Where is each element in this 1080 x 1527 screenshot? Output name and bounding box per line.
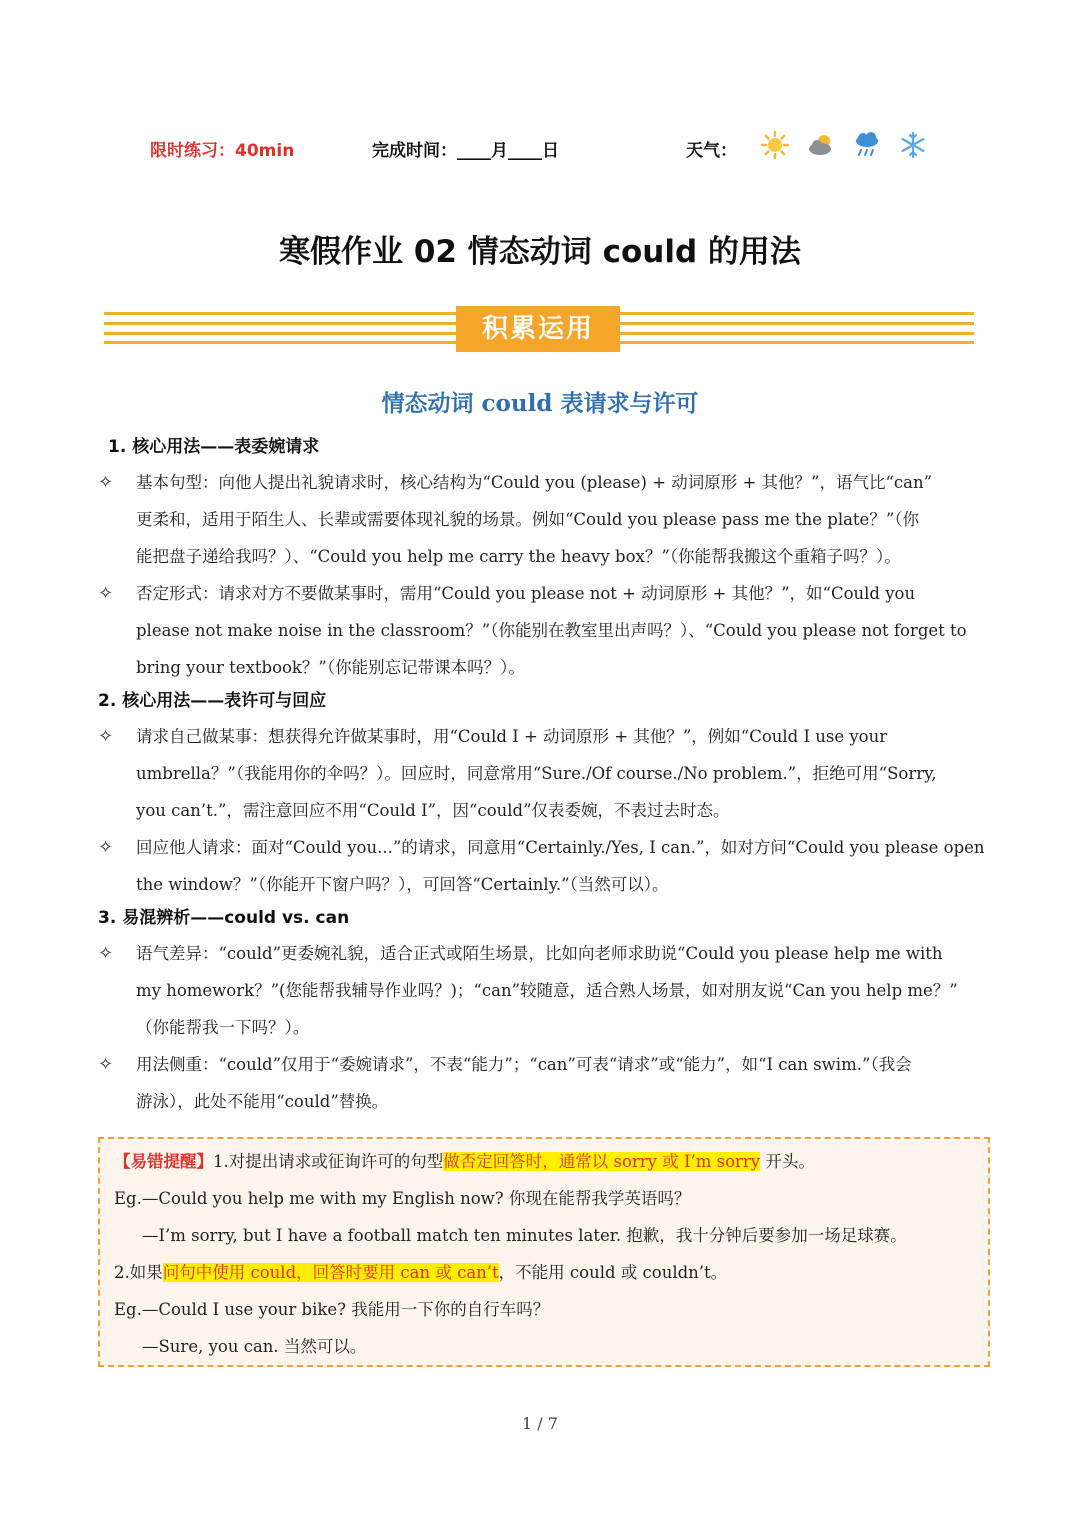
cloudy-icon bbox=[806, 130, 836, 160]
header-row bbox=[0, 130, 1080, 170]
diamond-bullet-icon: ✧ bbox=[98, 837, 114, 858]
error-tip-box bbox=[98, 1137, 990, 1367]
diamond-bullet-icon: ✧ bbox=[98, 943, 114, 964]
weather-icons bbox=[760, 130, 928, 160]
section-heading-1: 1. 核心用法——表委婉请求 bbox=[108, 437, 320, 457]
finish-time: 完成时间：____月____日 bbox=[372, 141, 559, 161]
bullet-item: ✧ 用法侧重：“could”仅用于“委婉请求”，不表“能力”；“can”可表“请求”或“能力”，如“I can swim.”（我会 游泳），此处不能用“could”替换。 bbox=[98, 1046, 988, 1120]
page-title: 寒假作业 02 情态动词 could 的用法 bbox=[279, 234, 801, 270]
section-heading-2: 2. 核心用法——表许可与回应 bbox=[98, 691, 327, 711]
bullet-item: ✧ 请求自己做某事：想获得允许做某事时，用“Could I + 动词原形 + 其他？”，例如“Could I use your umbrella？”（我能用你的伞吗？）。回应时，同意常用“Sure./Of course./No problem.”，拒绝可用“Sorry, you can’t.”，需注意回应不用“Could I”，因“could”仅表委婉，不表过去时态。 bbox=[98, 718, 988, 829]
page-number: 1 / 7 bbox=[522, 1414, 558, 1433]
section-banner: 积累运用 bbox=[456, 306, 620, 352]
tip-highlight: 问句中使用 could，回答时要用 can 或 can’t bbox=[162, 1263, 499, 1282]
tip-line-1: 【易错提醒】1.对提出请求或征询许可的句型做否定回答时，通常以 sorry 或 I’m sorry 开头。 bbox=[114, 1152, 815, 1171]
rain-icon bbox=[852, 130, 882, 160]
diamond-bullet-icon: ✧ bbox=[98, 1054, 114, 1075]
time-limit: 限时练习：40min bbox=[150, 141, 295, 161]
section-title: 情态动词 could 表请求与许可 bbox=[381, 390, 699, 417]
weather-label: 天气： bbox=[686, 141, 737, 161]
tip-example-answer: —Sure, you can. 当然可以。 bbox=[142, 1337, 367, 1356]
diamond-bullet-icon: ✧ bbox=[98, 583, 114, 604]
bullet-item: ✧ 语气差异：“could”更委婉礼貌，适合正式或陌生场景，比如向老师求助说“Could you please help me with my homework？”(您能帮我辅导作业吗？)；“can”较随意，适合熟人场景，如对朋友说“Can you help me？” （你能帮我一下吗？）。 bbox=[98, 935, 988, 1046]
tip-highlight: 做否定回答时，通常以 sorry 或 I’m sorry bbox=[443, 1152, 761, 1171]
tip-example-answer: —I’m sorry, but I have a football match ten minutes later. 抱歉，我十分钟后要参加一场足球赛。 bbox=[142, 1226, 907, 1245]
diamond-bullet-icon: ✧ bbox=[98, 726, 114, 747]
snow-icon bbox=[898, 130, 928, 160]
tip-line-2: 2.如果问句中使用 could，回答时要用 can 或 can’t，不能用 could 或 couldn’t。 bbox=[114, 1263, 728, 1282]
tip-example-question: Eg.—Could I use your bike? 我能用一下你的自行车吗？ bbox=[114, 1300, 550, 1319]
diamond-bullet-icon: ✧ bbox=[98, 472, 114, 493]
section-heading-3: 3. 易混辨析——could vs. can bbox=[98, 908, 350, 928]
bullet-item: ✧ 基本句型：向他人提出礼貌请求时，核心结构为“Could you (please) + 动词原形 + 其他？”，语气比“can” 更柔和，适用于陌生人、长辈或需要体现礼貌的场景。例如“Could you please pass me the plate？”（你 能把盘子递给我吗？）、“Could you help me carry the heavy box？”（你能帮我搬这个重箱子吗？）。 bbox=[98, 464, 988, 575]
content bbox=[98, 432, 988, 1120]
tip-example-question: Eg.—Could you help me with my English now? 你现在能帮我学英语吗？ bbox=[114, 1189, 691, 1208]
tip-tag: 【易错提醒】 bbox=[114, 1152, 213, 1171]
bullet-item: ✧ 否定形式：请求对方不要做某事时，需用“Could you please not + 动词原形 + 其他？”，如“Could you please not make noise in the classroom？”（你能别在教室里出声吗？）、“Could you please not forget to bring your textbook？”（你能别忘记带课本吗？）。 bbox=[98, 575, 988, 686]
sun-icon bbox=[760, 130, 790, 160]
bullet-item: ✧ 回应他人请求：面对“Could you...”的请求，同意用“Certainly./Yes, I can.”，如对方问“Could you please open the window？”（你能开下窗户吗？），可回答“Certainly.”（当然可以）。 bbox=[98, 829, 988, 903]
